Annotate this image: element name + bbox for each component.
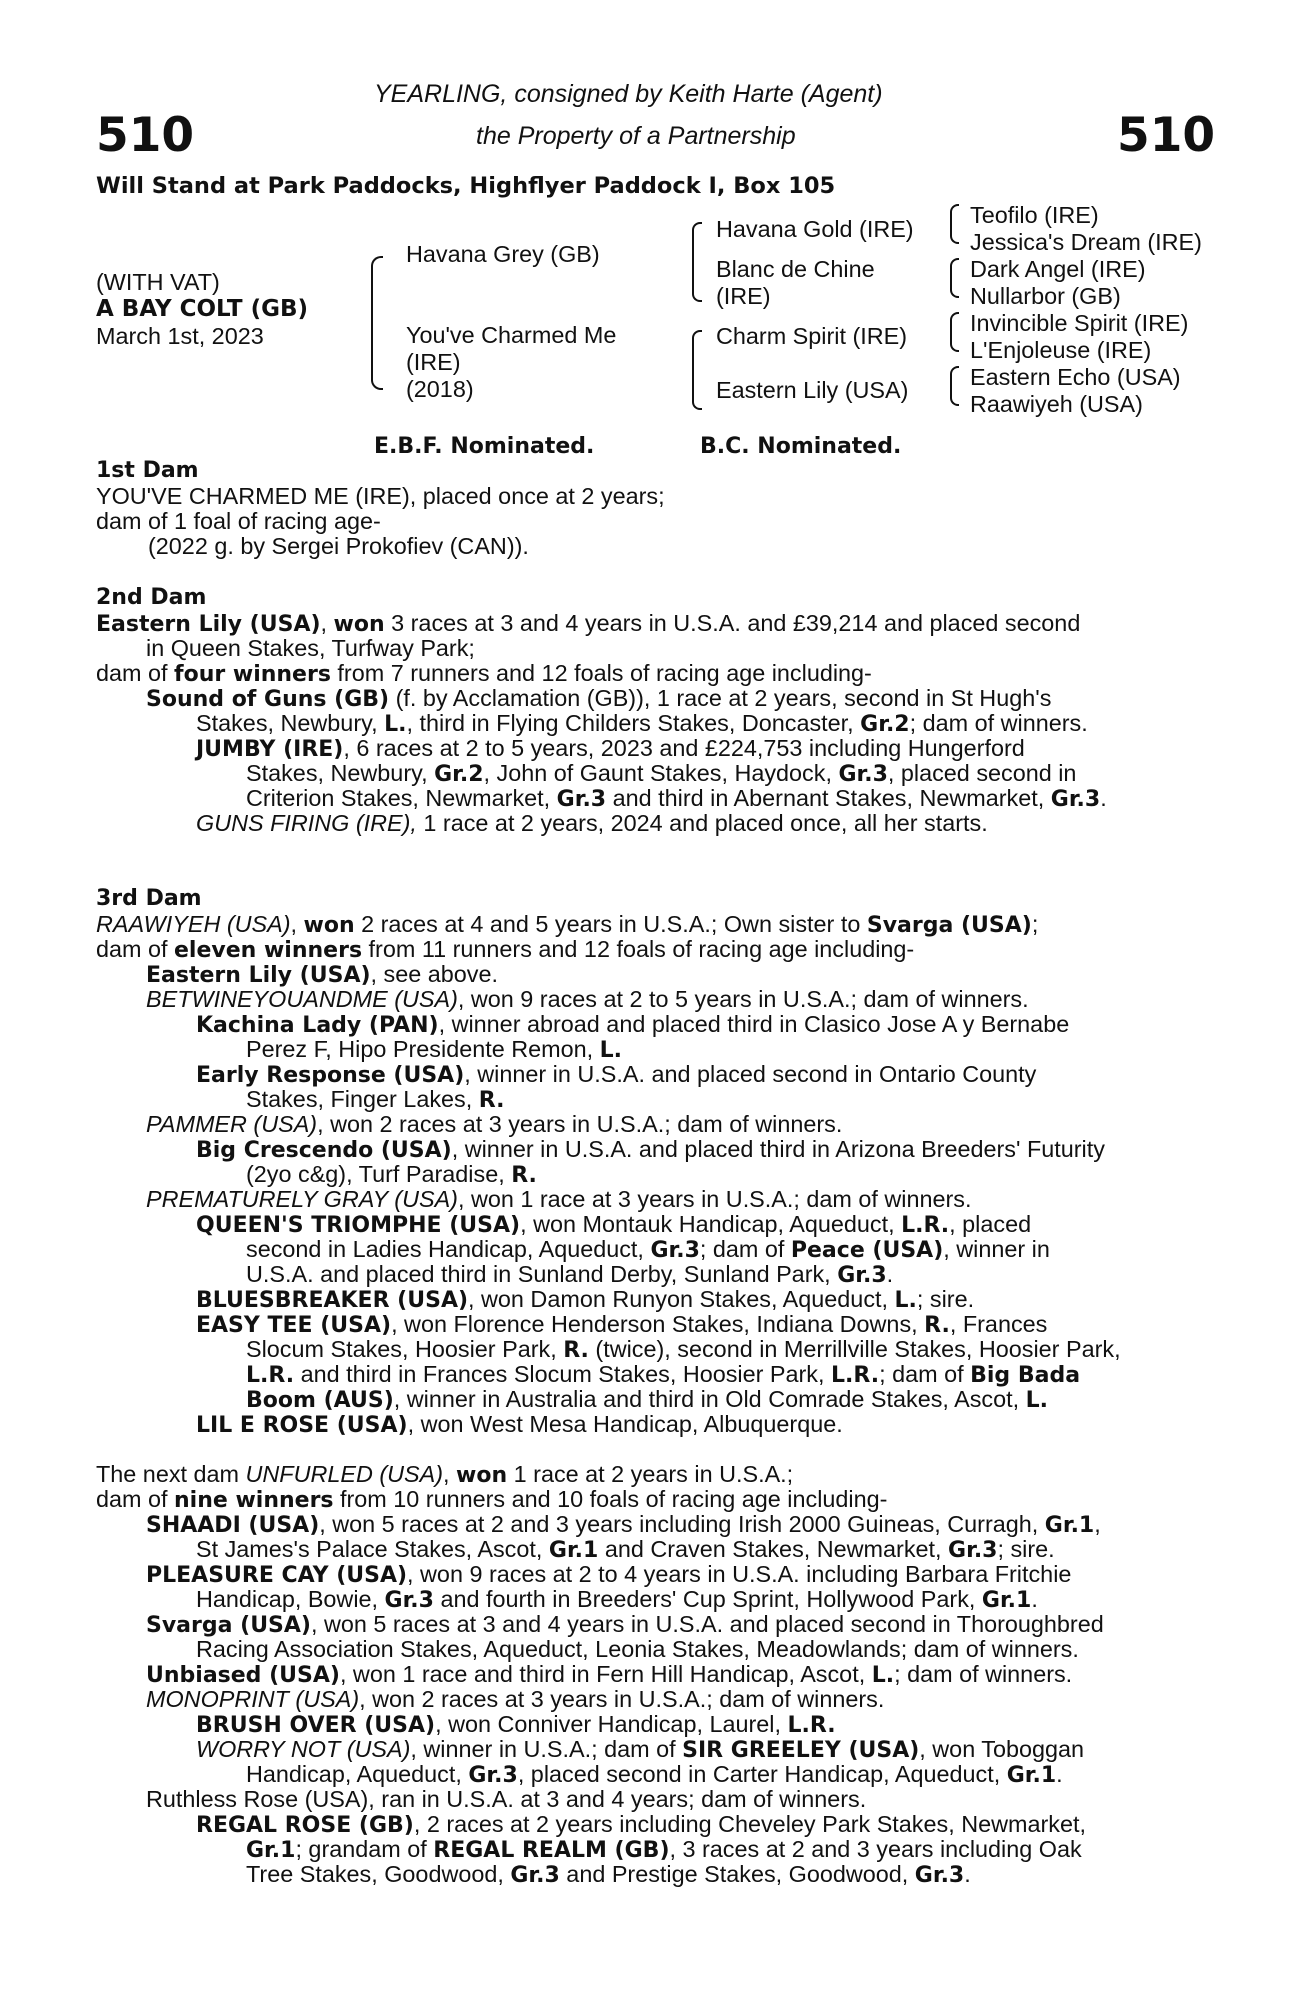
pedigree-brace-g3 <box>950 312 959 352</box>
text: , <box>290 911 304 937</box>
race-grade: Gr.1 <box>548 1538 599 1563</box>
text: Slocum Stakes, Hoosier Park, <box>246 1336 564 1362</box>
pedigree-entry-line <box>196 810 988 837</box>
pedigree-brace-g1 <box>950 204 959 244</box>
race-grade: R. <box>478 1088 505 1113</box>
text: , placed second in <box>887 760 1077 786</box>
text: . <box>1100 785 1107 811</box>
pedigree-dam-line1: You've Charmed Me <box>406 322 617 348</box>
pedigree-entry-line <box>196 1811 1086 1838</box>
text-bold: four winners <box>174 662 331 687</box>
text: , won West Mesa Handicap, Albuquerque. <box>407 1411 843 1437</box>
text: , won 5 races at 3 and 4 years in U.S.A. and placed second in Thoroughbred <box>310 1611 1104 1637</box>
horse-name-bold: BLUESBREAKER (USA) <box>196 1288 469 1313</box>
second-dam-title: 2nd Dam <box>96 585 207 610</box>
horse-name-italic: MONOPRINT (USA) <box>146 1686 360 1712</box>
text: and fourth in Breeders' Cup Sprint, Hollywood Park, <box>433 1586 982 1612</box>
horse-name-italic: RAAWIYEH (USA) <box>96 911 291 937</box>
text: ; dam of winners. <box>894 1661 1073 1687</box>
horse-name-bold: Eastern Lily (USA) <box>96 612 321 637</box>
pedigree-sire-sire: Havana Gold (IRE) <box>716 216 914 242</box>
race-grade: L.R. <box>901 1213 950 1238</box>
text: , won 1 race at 3 years in U.S.A.; dam of winners. <box>457 1186 972 1212</box>
text: , winner in U.S.A. and placed second in Ontario County <box>464 1061 1037 1087</box>
text: Perez F, Hipo Presidente Remon, <box>246 1036 600 1062</box>
race-grade: Gr.3 <box>510 1863 560 1888</box>
text: dam of <box>96 660 175 686</box>
text: , winner in U.S.A. and placed third in Arizona Breeders' Futurity <box>451 1136 1105 1162</box>
pedigree-entry-line <box>96 936 914 963</box>
pedigree-dam-line3: (2018) <box>406 376 474 402</box>
text: , placed second in Carter Handicap, Aqueduct, <box>517 1761 1007 1787</box>
race-grade: L. <box>894 1288 917 1313</box>
pedigree-entry-line <box>96 610 1080 637</box>
pedigree-entry-line <box>196 1711 836 1738</box>
bc-nominated: B.C. Nominated. <box>700 434 902 459</box>
horse-name-bold: Svarga (USA) <box>866 913 1032 938</box>
first-dam-line: YOU'VE CHARMED ME (IRE), placed once at 2 years; <box>96 483 665 509</box>
pedigree-entry-line <box>246 1361 1080 1388</box>
text: (twice), second in Merrillville Stakes, Hoosier Park, <box>588 1336 1121 1362</box>
text: ; dam of <box>699 1236 791 1262</box>
horse-dob: March 1st, 2023 <box>96 323 264 349</box>
text: 3 races at 3 and 4 years in U.S.A. and £39,214 and placed second <box>384 610 1081 636</box>
pedigree-dam-line2: (IRE) <box>406 349 461 375</box>
pedigree-brace-dam <box>692 330 702 410</box>
text-bold: won <box>333 612 385 637</box>
pedigree-sire: Havana Grey (GB) <box>406 241 600 267</box>
text: , <box>443 1461 457 1487</box>
race-grade: R. <box>924 1313 950 1338</box>
horse-name-bold: LIL E ROSE (USA) <box>196 1413 408 1438</box>
horse-name-bold: JUMBY (IRE) <box>196 737 344 762</box>
consignment-line: YEARLING, consigned by Keith Harte (Agent) <box>374 80 883 108</box>
text: and third in Abernant Stakes, Newmarket, <box>606 785 1051 811</box>
pedigree-entry-line <box>246 785 1107 812</box>
pedigree-entry-line <box>146 1111 842 1138</box>
pedigree-entry-line: Racing Association Stakes, Aqueduct, Leonia Stakes, Meadowlands; dam of winners. <box>196 1636 1079 1662</box>
race-grade: L. <box>1025 1388 1048 1413</box>
text: , winner abroad and placed third in Clasico Jose A y Bernabe <box>438 1011 1070 1037</box>
race-grade: Gr.3 <box>556 787 607 812</box>
stand-location: Will Stand at Park Paddocks, Highflyer Paddock I, Box 105 <box>96 173 836 199</box>
pedigree-entry-line <box>246 1161 537 1188</box>
pedigree-entry-line <box>196 1061 1036 1088</box>
text: . <box>886 1261 894 1287</box>
pedigree-entry-line <box>196 1286 974 1313</box>
text: U.S.A. and placed third in Sunland Derby, Sunland Park, <box>246 1261 838 1287</box>
pedigree-g8: Raawiyeh (USA) <box>970 391 1143 417</box>
race-grade: Gr.3 <box>914 1863 965 1888</box>
pedigree-entry-line <box>246 1386 1048 1413</box>
horse-name-italic: BETWINEYOUANDME (USA) <box>146 986 458 1012</box>
horse-name-bold: BRUSH OVER (USA) <box>196 1713 436 1738</box>
first-dam-line: dam of 1 foal of racing age- <box>96 508 381 534</box>
horse-name-italic: PAMMER (USA) <box>146 1111 318 1137</box>
text: , won Conniver Handicap, Laurel, <box>435 1711 788 1737</box>
horse-name-bold: Big Bada <box>970 1363 1081 1388</box>
pedigree-entry-line <box>96 1461 793 1488</box>
pedigree-entry-line: Ruthless Rose (USA), ran in U.S.A. at 3 and 4 years; dam of winners. <box>146 1786 867 1812</box>
text: from 10 runners and 10 foals of racing age including- <box>333 1486 888 1512</box>
pedigree-entry-line <box>96 911 1038 938</box>
text: ; sire. <box>997 1536 1055 1562</box>
race-grade: Gr.1 <box>1044 1513 1095 1538</box>
lot-number-left: 510 <box>96 108 195 163</box>
pedigree-dam-dam: Eastern Lily (USA) <box>716 377 909 403</box>
pedigree-entry-line <box>246 1236 1050 1263</box>
text: , 6 races at 2 to 5 years, 2023 and £224,753 including Hungerford <box>343 735 1025 761</box>
text: (2yo c&g), Turf Paradise, <box>246 1161 512 1187</box>
text: dam of <box>96 1486 175 1512</box>
text: , winner in Australia and third in Old Comrade Stakes, Ascot, <box>393 1386 1026 1412</box>
text-bold: nine winners <box>174 1488 334 1513</box>
horse-name-bold: SIR GREELEY (USA) <box>682 1738 920 1763</box>
race-grade: L. <box>871 1663 895 1688</box>
horse-name-bold: REGAL REALM (GB) <box>433 1838 670 1863</box>
text: Handicap, Aqueduct, <box>246 1761 469 1787</box>
horse-name-italic: PREMATURELY GRAY (USA) <box>146 1186 458 1212</box>
lot-number-right: 510 <box>1117 108 1216 163</box>
text: ; dam of <box>879 1361 971 1387</box>
pedigree-sire-dam-line1: Blanc de Chine <box>716 256 875 282</box>
pedigree-brace-g4 <box>950 366 959 406</box>
text: from 11 runners and 12 foals of racing age including- <box>362 936 915 962</box>
race-grade: L.R. <box>787 1713 836 1738</box>
text: ; dam of winners. <box>909 710 1088 736</box>
pedigree-brace-sire <box>692 222 702 302</box>
pedigree-entry-line <box>246 1261 893 1288</box>
horse-name-bold: Kachina Lady (PAN) <box>196 1013 439 1038</box>
race-grade: Gr.1 <box>1006 1763 1057 1788</box>
horse-name-bold: Svarga (USA) <box>146 1613 311 1638</box>
horse-name-bold: PLEASURE CAY (USA) <box>146 1563 408 1588</box>
text: Tree Stakes, Goodwood, <box>246 1861 511 1887</box>
horse-name-bold: Eastern Lily (USA) <box>146 963 371 988</box>
text: ; sire. <box>916 1286 975 1312</box>
text: , won 9 races at 2 to 5 years in U.S.A.; dam of winners. <box>457 986 1029 1012</box>
pedigree-entry-line <box>146 986 1029 1013</box>
text: 2 races at 4 and 5 years in U.S.A.; Own sister to <box>354 911 867 937</box>
text: Stakes, Newbury, <box>246 760 435 786</box>
horse-name-italic: WORRY NOT (USA) <box>196 1736 411 1762</box>
race-grade: Gr.3 <box>837 1263 887 1288</box>
text: , 3 races at 2 and 3 years including Oak <box>669 1836 1082 1862</box>
pedigree-g6: L'Enjoleuse (IRE) <box>970 337 1152 363</box>
pedigree-g2: Jessica's Dream (IRE) <box>970 229 1202 255</box>
pedigree-g1: Teofilo (IRE) <box>970 202 1099 228</box>
text: , won Damon Runyon Stakes, Aqueduct, <box>468 1286 895 1312</box>
horse-name-bold: SHAADI (USA) <box>146 1513 320 1538</box>
text: , <box>320 610 334 636</box>
text: , won 5 races at 2 and 3 years including Irish 2000 Guineas, Curragh, <box>319 1511 1045 1537</box>
horse-name-bold: Boom (AUS) <box>246 1388 394 1413</box>
pedigree-entry-line <box>146 1561 1071 1588</box>
text: . <box>1056 1761 1063 1787</box>
race-grade: Gr.1 <box>246 1838 296 1863</box>
text: , Frances <box>949 1311 1048 1337</box>
third-dam-title: 3rd Dam <box>96 886 202 911</box>
pedigree-g7: Eastern Echo (USA) <box>970 364 1181 390</box>
text: . <box>964 1861 971 1887</box>
pedigree-entry-line <box>196 1136 1105 1163</box>
horse-name-italic: UNFURLED (USA) <box>245 1461 444 1487</box>
pedigree-brace-gen1 <box>371 256 383 390</box>
pedigree-entry-line <box>246 1336 1121 1363</box>
pedigree-g4: Nullarbor (GB) <box>970 283 1121 309</box>
pedigree-entry-line <box>146 1686 884 1713</box>
pedigree-entry-line <box>196 710 1088 737</box>
race-grade: Gr.3 <box>650 1238 700 1263</box>
pedigree-entry-line <box>246 1761 1063 1788</box>
pedigree-entry-line <box>146 1661 1072 1688</box>
first-dam-line: (2022 g. by Sergei Prokofiev (CAN)). <box>148 533 529 559</box>
race-grade: L. <box>599 1038 623 1063</box>
pedigree-entry-line <box>146 1611 1104 1638</box>
race-grade: Gr.3 <box>838 762 888 787</box>
race-grade: Gr.1 <box>981 1588 1032 1613</box>
horse-name-bold: Unbiased (USA) <box>146 1663 340 1688</box>
pedigree-entry-line <box>246 1086 504 1113</box>
pedigree-g5: Invincible Spirit (IRE) <box>970 310 1189 336</box>
pedigree-entry-line <box>146 685 1051 712</box>
text: , see above. <box>370 961 498 987</box>
pedigree-entry-line <box>246 1861 971 1888</box>
pedigree-entry-line <box>246 1036 622 1063</box>
horse-name-bold: EASY TEE (USA) <box>196 1313 392 1338</box>
pedigree-entry-line <box>196 1211 1031 1238</box>
pedigree-entry-line <box>146 961 498 988</box>
text: , placed <box>949 1211 1032 1237</box>
text: , won 1 race and third in Fern Hill Handicap, Ascot, <box>339 1661 872 1687</box>
race-grade: R. <box>511 1163 537 1188</box>
text: , John of Gaunt Stakes, Haydock, <box>483 760 839 786</box>
pedigree-g3: Dark Angel (IRE) <box>970 256 1146 282</box>
race-grade: L.R. <box>246 1363 295 1388</box>
race-grade: Gr.3 <box>948 1538 998 1563</box>
pedigree-entry-line <box>96 1486 887 1513</box>
pedigree-entry-line <box>196 1411 843 1438</box>
pedigree-entry-line <box>146 1186 972 1213</box>
text: and Craven Stakes, Newmarket, <box>598 1536 949 1562</box>
ebf-nominated: E.B.F. Nominated. <box>374 434 595 459</box>
text: Handicap, Bowie, <box>196 1586 385 1612</box>
text: Criterion Stakes, Newmarket, <box>246 785 557 811</box>
text: , <box>1094 1511 1101 1537</box>
pedigree-entry-line <box>146 1511 1101 1538</box>
pedigree-entry-line <box>196 735 1025 762</box>
pedigree-sire-dam-line2: (IRE) <box>716 283 771 309</box>
horse-name-bold: Sound of Guns (GB) <box>146 687 390 712</box>
text: , won Toboggan <box>919 1736 1085 1762</box>
text: The next dam <box>96 1461 246 1487</box>
text: , won 2 races at 3 years in U.S.A.; dam of winners. <box>359 1686 885 1712</box>
pedigree-brace-g2 <box>950 258 959 298</box>
horse-name-bold: REGAL ROSE (GB) <box>196 1813 414 1838</box>
horse-name-bold: Peace (USA) <box>790 1238 944 1263</box>
text: 1 race at 2 years, 2024 and placed once, all her starts. <box>416 810 988 836</box>
pedigree-entry-line <box>196 1536 1055 1563</box>
text: , won 2 races at 3 years in U.S.A.; dam of winners. <box>317 1111 843 1137</box>
horse-name: A BAY COLT (GB) <box>96 296 309 322</box>
pedigree-entry-line: in Queen Stakes, Turfway Park; <box>146 635 475 661</box>
text: , winner in <box>943 1236 1050 1262</box>
text: . <box>1031 1586 1038 1612</box>
text-bold: won <box>456 1463 508 1488</box>
vat-note: (WITH VAT) <box>96 269 220 295</box>
text: St James's Palace Stakes, Ascot, <box>196 1536 549 1562</box>
horse-name-bold: Early Response (USA) <box>196 1063 465 1088</box>
horse-name-bold: Big Crescendo (USA) <box>196 1138 452 1163</box>
text: 1 race at 2 years in U.S.A.; <box>507 1461 794 1487</box>
text: , winner in U.S.A.; dam of <box>410 1736 683 1762</box>
pedigree-entry-line <box>246 760 1076 787</box>
text: ; grandam of <box>295 1836 434 1862</box>
race-grade: Gr.3 <box>468 1763 518 1788</box>
race-grade: Gr.2 <box>860 712 910 737</box>
horse-name-italic: GUNS FIRING (IRE), <box>196 810 417 836</box>
horse-name-bold: QUEEN'S TRIOMPHE (USA) <box>196 1213 521 1238</box>
text: Stakes, Newbury, <box>196 710 385 736</box>
text: , third in Flying Childers Stakes, Doncaster, <box>406 710 861 736</box>
text: from 7 runners and 12 foals of racing age including- <box>330 660 872 686</box>
text: , 2 races at 2 years including Cheveley Park Stakes, Newmarket, <box>413 1811 1086 1837</box>
text-bold: eleven winners <box>174 938 363 963</box>
text: and Prestige Stakes, Goodwood, <box>559 1861 915 1887</box>
text: , won Montauk Handicap, Aqueduct, <box>520 1211 902 1237</box>
race-grade: L.R. <box>831 1363 880 1388</box>
property-line: the Property of a Partnership <box>476 122 796 150</box>
text: and third in Frances Slocum Stakes, Hoosier Park, <box>294 1361 832 1387</box>
pedigree-entry-line <box>246 1836 1082 1863</box>
text-bold: won <box>303 913 355 938</box>
text: second in Ladies Handicap, Aqueduct, <box>246 1236 651 1262</box>
race-grade: Gr.3 <box>1050 787 1101 812</box>
pedigree-entry-line <box>96 660 872 687</box>
text: (f. by Acclamation (GB)), 1 race at 2 years, second in St Hugh's <box>389 685 1052 711</box>
pedigree-entry-line <box>196 1011 1069 1038</box>
text: dam of <box>96 936 175 962</box>
text: , won Florence Henderson Stakes, Indiana Downs, <box>391 1311 925 1337</box>
pedigree-entry-line <box>196 1586 1038 1613</box>
race-grade: Gr.2 <box>434 762 484 787</box>
first-dam-title: 1st Dam <box>96 458 199 483</box>
pedigree-dam-sire: Charm Spirit (IRE) <box>716 323 908 349</box>
text: ; <box>1031 911 1039 937</box>
pedigree-entry-line <box>196 1736 1084 1763</box>
text: Stakes, Finger Lakes, <box>246 1086 479 1112</box>
race-grade: L. <box>384 712 407 737</box>
pedigree-entry-line <box>196 1311 1047 1338</box>
race-grade: R. <box>563 1338 589 1363</box>
text: , won 9 races at 2 to 4 years in U.S.A. including Barbara Fritchie <box>407 1561 1072 1587</box>
race-grade: Gr.3 <box>384 1588 434 1613</box>
